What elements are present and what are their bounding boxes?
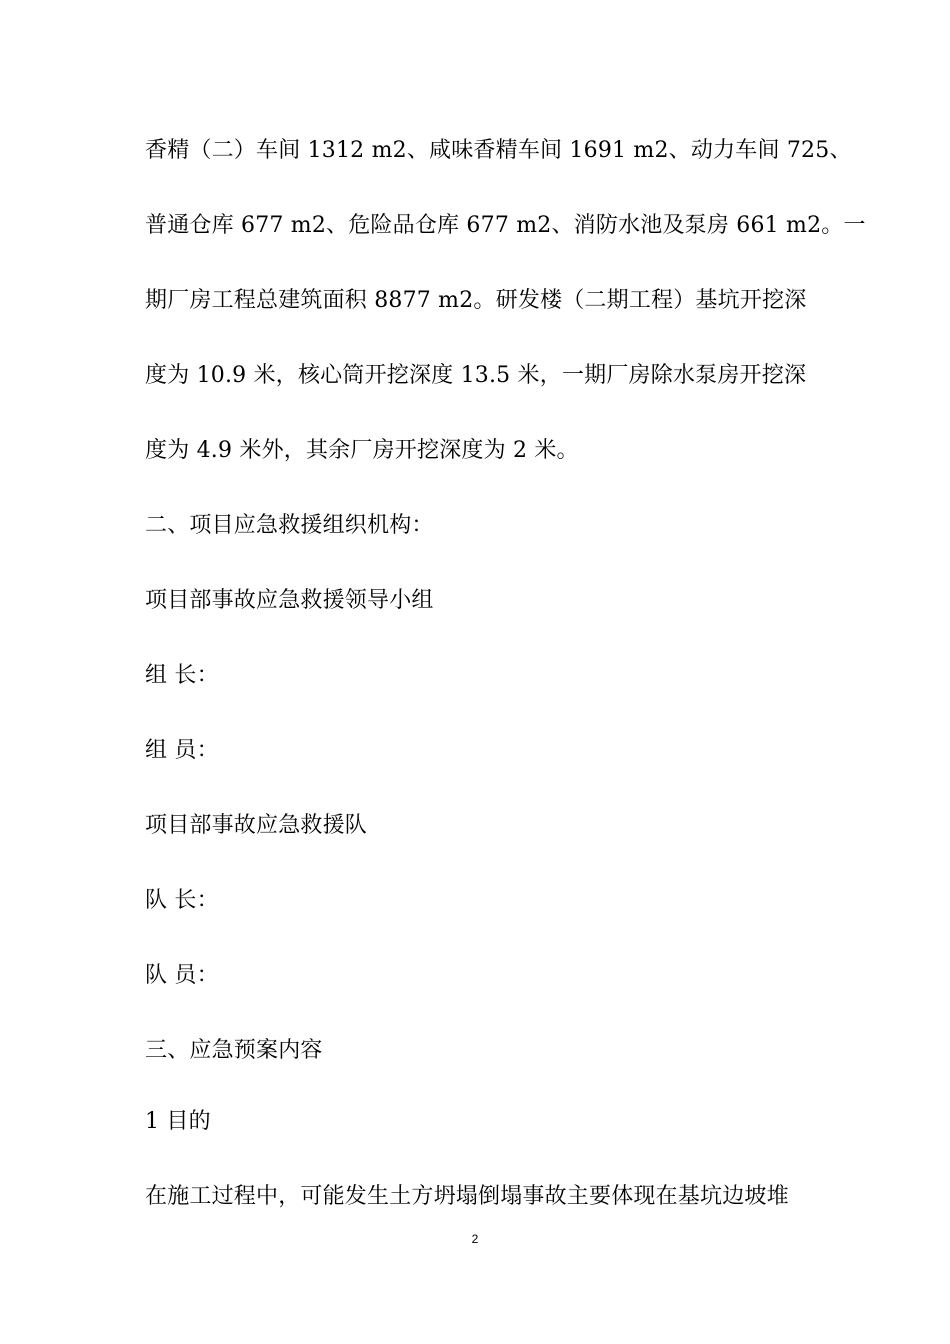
paragraph-line-1: 香精（二）车间 1312 m2、咸味香精车间 1691 m2、动力车间 725、 — [145, 138, 852, 163]
paragraph-line-purpose: 在施工过程中，可能发生土方坍塌倒塌事故主要体现在基坑边坡堆 — [145, 1184, 789, 1209]
leadership-group-title: 项目部事故应急救援领导小组 — [145, 588, 434, 613]
paragraph-line-3: 期厂房工程总建筑面积 8877 m2。研发楼（二期工程）基坑开挖深 — [145, 288, 807, 313]
team-leader-label: 队 长： — [145, 888, 219, 913]
section-heading-organization: 二、项目应急救援组织机构： — [145, 513, 434, 538]
subsection-heading-purpose: 1 目的 — [145, 1109, 211, 1134]
section-heading-plan-content: 三、应急预案内容 — [145, 1038, 323, 1063]
paragraph-line-4: 度为 10.9 米，核心筒开挖深度 13.5 米，一期厂房除水泵房开挖深 — [145, 363, 807, 388]
paragraph-line-5: 度为 4.9 米外，其余厂房开挖深度为 2 米。 — [145, 438, 579, 463]
rescue-team-title: 项目部事故应急救援队 — [145, 813, 368, 838]
paragraph-line-2: 普通仓库 677 m2、危险品仓库 677 m2、消防水池及泵房 661 m2。一 — [145, 213, 866, 238]
group-leader-label: 组 长： — [145, 663, 219, 688]
group-member-label: 组 员： — [145, 738, 219, 763]
team-member-label: 队 员： — [145, 963, 219, 988]
page-number: 2 — [471, 1232, 479, 1246]
